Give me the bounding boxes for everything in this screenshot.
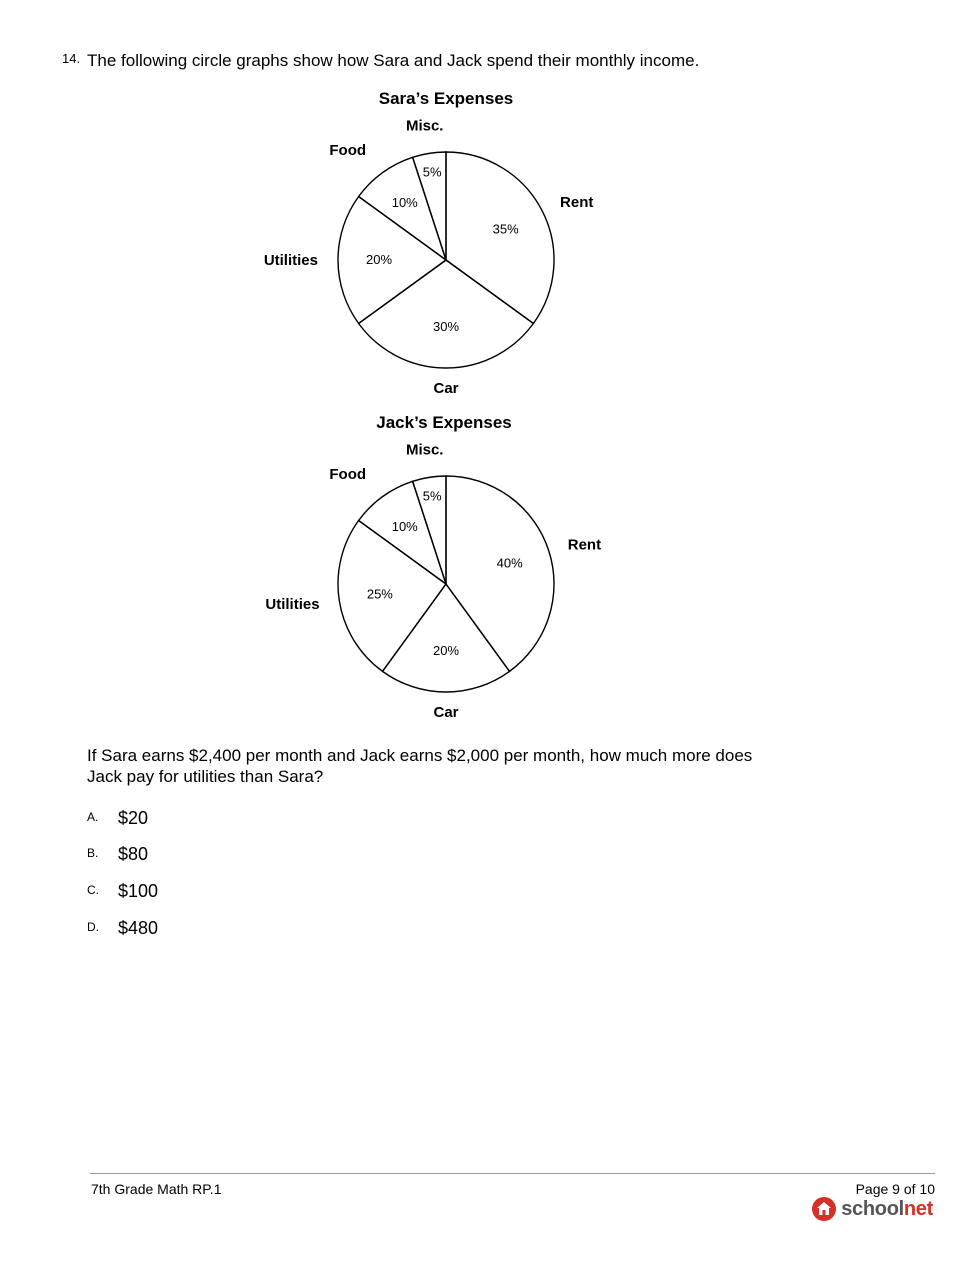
pie-slice-car [383, 584, 510, 692]
question-prompt: If Sara earns $2,400 per month and Jack earns $2,000 per month, how much more does Jack pay for utilities than Sara? [87, 746, 753, 786]
choice-b-text: $80 [118, 844, 149, 864]
brand-net-text: net [903, 1197, 933, 1220]
pie-value-label: 5% [422, 164, 442, 180]
pie-category-label: Food [329, 141, 367, 159]
jack-chart-title: Jack’s Expenses [376, 413, 512, 432]
choice-a-text: $20 [118, 808, 149, 828]
choice-c-letter: C. [87, 883, 99, 897]
jack-pie-chart [265, 441, 602, 724]
pie-category-label: Rent [567, 536, 602, 554]
question-stem: The following circle graphs show how Sara and Jack spend their monthly income. [87, 51, 700, 70]
pie-slice-car [359, 260, 534, 368]
sara-chart-title: Sara’s Expenses [378, 89, 514, 108]
pie-value-label: 30% [432, 318, 460, 334]
choice-b-letter: B. [87, 846, 99, 860]
pie-value-label: 20% [366, 252, 393, 267]
pie-value-label: 10% [391, 195, 418, 211]
pie-value-label: 40% [496, 555, 523, 571]
pie-category-label: Car [433, 380, 459, 397]
choice-d-text: $480 [118, 918, 159, 938]
pie-category-label: Utilities [265, 596, 320, 614]
pie-value-label: 20% [432, 642, 460, 658]
brand-school-text: school [841, 1197, 904, 1220]
house-logo-icon [811, 1196, 837, 1222]
pie-category-label: Utilities [263, 252, 318, 269]
pie-value-label: 35% [492, 221, 519, 237]
choice-a-letter: A. [87, 810, 99, 824]
pie-slice-rent [446, 152, 554, 323]
footer-divider [90, 1173, 935, 1174]
choice-d-letter: D. [87, 920, 99, 934]
sara-pie-chart [263, 117, 600, 400]
pie-category-label: Rent [560, 193, 594, 211]
pie-value-label: 5% [422, 488, 442, 504]
question-number: 14. [62, 51, 81, 66]
choice-c-text: $100 [118, 881, 159, 901]
pie-slice-rent [446, 476, 554, 671]
schoolnet-logo [811, 1196, 933, 1222]
pie-value-label: 10% [391, 519, 418, 535]
pie-category-label: Misc. [405, 441, 444, 459]
pie-category-label: Car [433, 704, 459, 721]
footer-page-number: Page 9 of 10 [855, 1181, 935, 1197]
pie-category-label: Food [329, 465, 367, 483]
pie-value-label: 25% [366, 586, 393, 602]
footer-course: 7th Grade Math RP.1 [91, 1181, 222, 1197]
schoolnet-wordmark [841, 1198, 933, 1221]
pie-category-label: Misc. [405, 117, 444, 135]
